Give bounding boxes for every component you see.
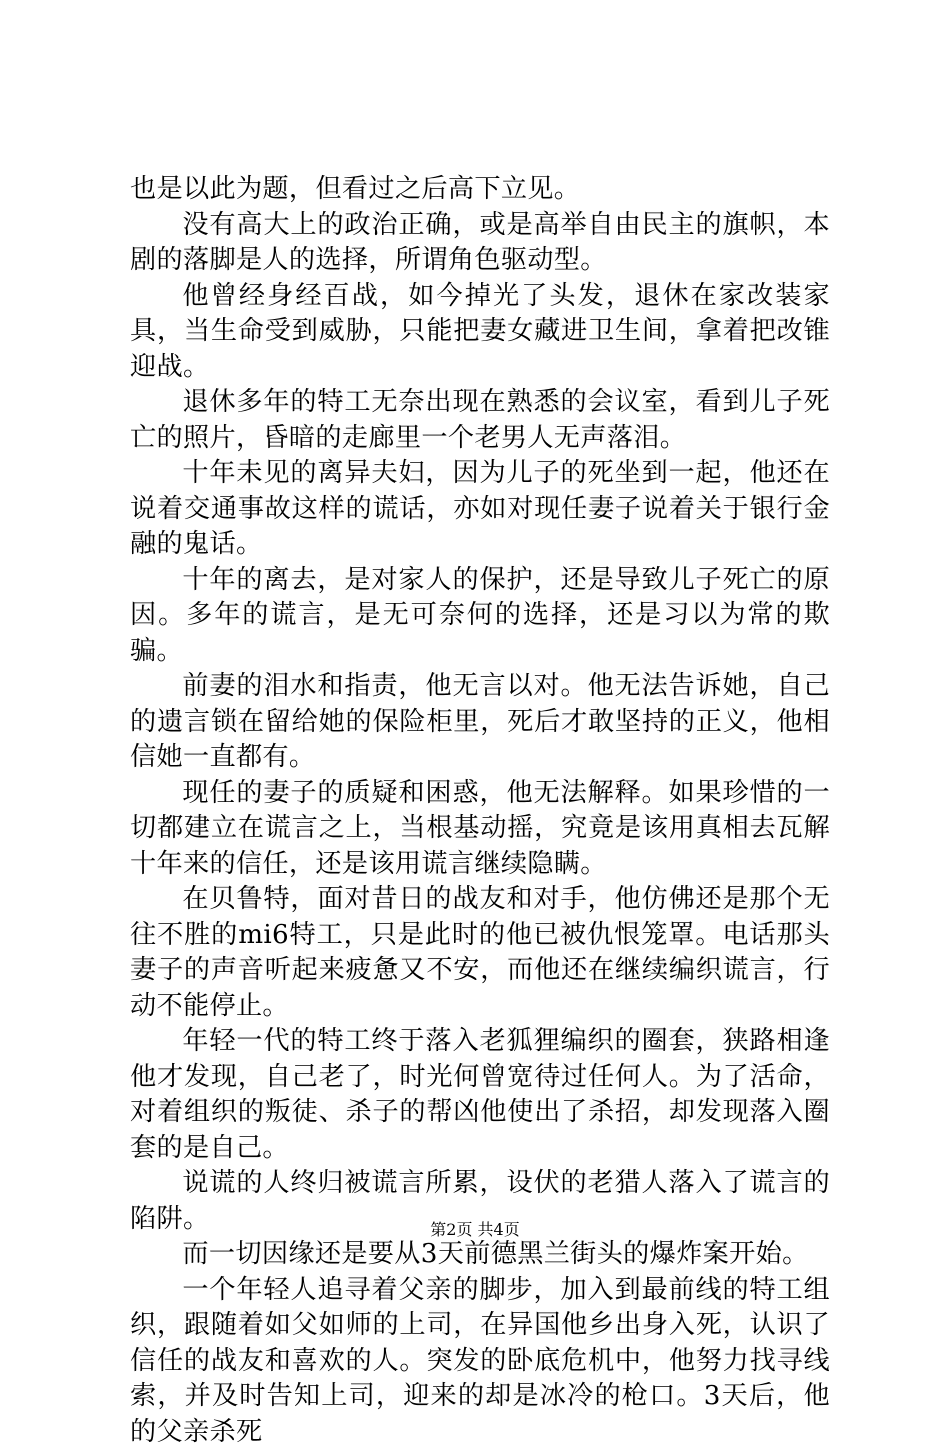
paragraph: 而一切因缘还是要从3天前德黑兰街头的爆炸案开始。 <box>130 1237 830 1273</box>
paragraph: 一个年轻人追寻着父亲的脚步，加入到最前线的特工组织，跟随着如父如师的上司，在异国他乡出身入死，认识了信任的战友和喜欢的人。突发的卧底危机中，他努力找寻线索，并及时告知上司，迎来的却是冰冷的枪口。3天后，他的父亲杀死 <box>130 1273 830 1450</box>
paragraph: 现任的妻子的质疑和困惑，他无法解释。如果珍惜的一切都建立在谎言之上，当根基动摇，究竟是该用真相去瓦解十年来的信任，还是该用谎言继续隐瞒。 <box>130 776 830 883</box>
paragraph: 在贝鲁特，面对昔日的战友和对手，他仿佛还是那个无往不胜的mi6特工，只是此时的他已被仇恨笼罩。电话那头妻子的声音听起来疲惫又不安，而他还在继续编织谎言，行动不能停止。 <box>130 882 830 1024</box>
page-number-footer: 第2页 共4页 <box>0 1220 950 1240</box>
document-body <box>130 172 830 1450</box>
paragraph: 他曾经身经百战，如今掉光了头发，退休在家改装家具，当生命受到威胁，只能把妻女藏进卫生间，拿着把改锥迎战。 <box>130 279 830 386</box>
paragraph-continuation: 也是以此为题，但看过之后高下立见。 <box>130 172 830 208</box>
paragraph: 十年未见的离异夫妇，因为儿子的死坐到一起，他还在说着交通事故这样的谎话，亦如对现任妻子说着关于银行金融的鬼话。 <box>130 456 830 563</box>
paragraph: 没有高大上的政治正确，或是高举自由民主的旗帜，本剧的落脚是人的选择，所谓角色驱动型。 <box>130 208 830 279</box>
paragraph: 退休多年的特工无奈出现在熟悉的会议室，看到儿子死亡的照片，昏暗的走廊里一个老男人无声落泪。 <box>130 385 830 456</box>
paragraph: 说谎的人终归被谎言所累，设伏的老猎人落入了谎言的陷阱。 <box>130 1166 830 1237</box>
paragraph: 年轻一代的特工终于落入老狐狸编织的圈套，狭路相逢他才发现，自己老了，时光何曾宽待过任何人。为了活命，对着组织的叛徒、杀子的帮凶他使出了杀招，却发现落入圈套的是自己。 <box>130 1024 830 1166</box>
paragraph: 前妻的泪水和指责，他无言以对。他无法告诉她，自己的遗言锁在留给她的保险柜里，死后才敢坚持的正义，他相信她一直都有。 <box>130 669 830 776</box>
paragraph: 十年的离去，是对家人的保护，还是导致儿子死亡的原因。多年的谎言，是无可奈何的选择，还是习以为常的欺骗。 <box>130 563 830 670</box>
